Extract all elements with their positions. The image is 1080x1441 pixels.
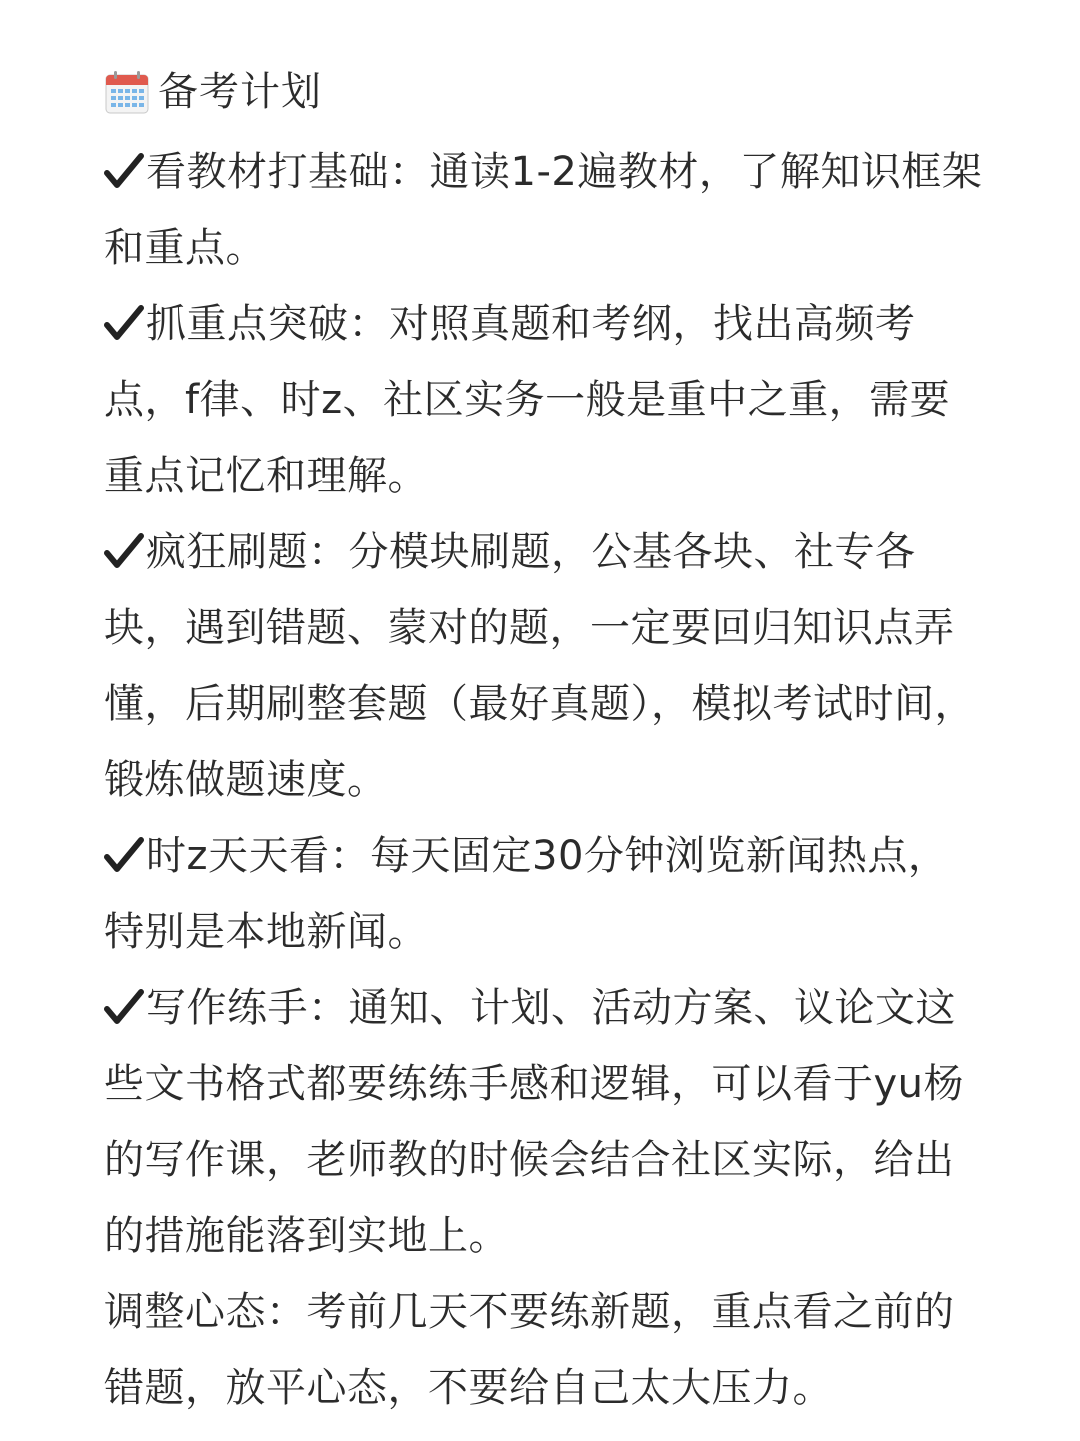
list-item bbox=[104, 514, 984, 818]
checkmark-icon bbox=[104, 520, 144, 560]
checkmark-icon bbox=[104, 292, 144, 332]
list-item-text: 写作练手：通知、计划、活动方案、议论文这些文书格式都要练练手感和逻辑，可以看于yu杨的写作课，老师教的时候会结合社区实际，给出的措施能落到实地上。 bbox=[104, 985, 965, 1259]
list-item bbox=[104, 134, 984, 286]
list-item bbox=[104, 286, 984, 514]
plan-list bbox=[104, 134, 984, 1426]
list-item-text: 抓重点突破：对照真题和考纲，找出高频考点，f律、时z、社区实务一般是重中之重，需要重点记忆和理解。 bbox=[104, 301, 951, 499]
list-item bbox=[104, 970, 984, 1274]
calendar-icon bbox=[104, 69, 150, 115]
checkmark-icon bbox=[104, 140, 144, 180]
checkmark-icon bbox=[104, 824, 144, 864]
list-item bbox=[104, 818, 984, 970]
plan-document bbox=[104, 52, 984, 1426]
closing-paragraph: 调整心态：考前几天不要练新题，重点看之前的错题，放平心态，不要给自己太大压力。 bbox=[104, 1289, 955, 1411]
list-item-text: 疯狂刷题：分模块刷题，公基各块、社专各块，遇到错题、蒙对的题，一定要回归知识点弄懂，后期刷整套题（最好真题），模拟考试时间，锻炼做题速度。 bbox=[104, 529, 975, 803]
title-row bbox=[104, 52, 984, 132]
checkmark-icon bbox=[104, 976, 144, 1016]
list-item-text: 时z天天看：每天固定30分钟浏览新闻热点，特别是本地新闻。 bbox=[104, 833, 949, 955]
page-title: 备考计划 bbox=[158, 69, 322, 115]
list-item-text: 看教材打基础：通读1-2遍教材，了解知识框架和重点。 bbox=[104, 149, 983, 271]
